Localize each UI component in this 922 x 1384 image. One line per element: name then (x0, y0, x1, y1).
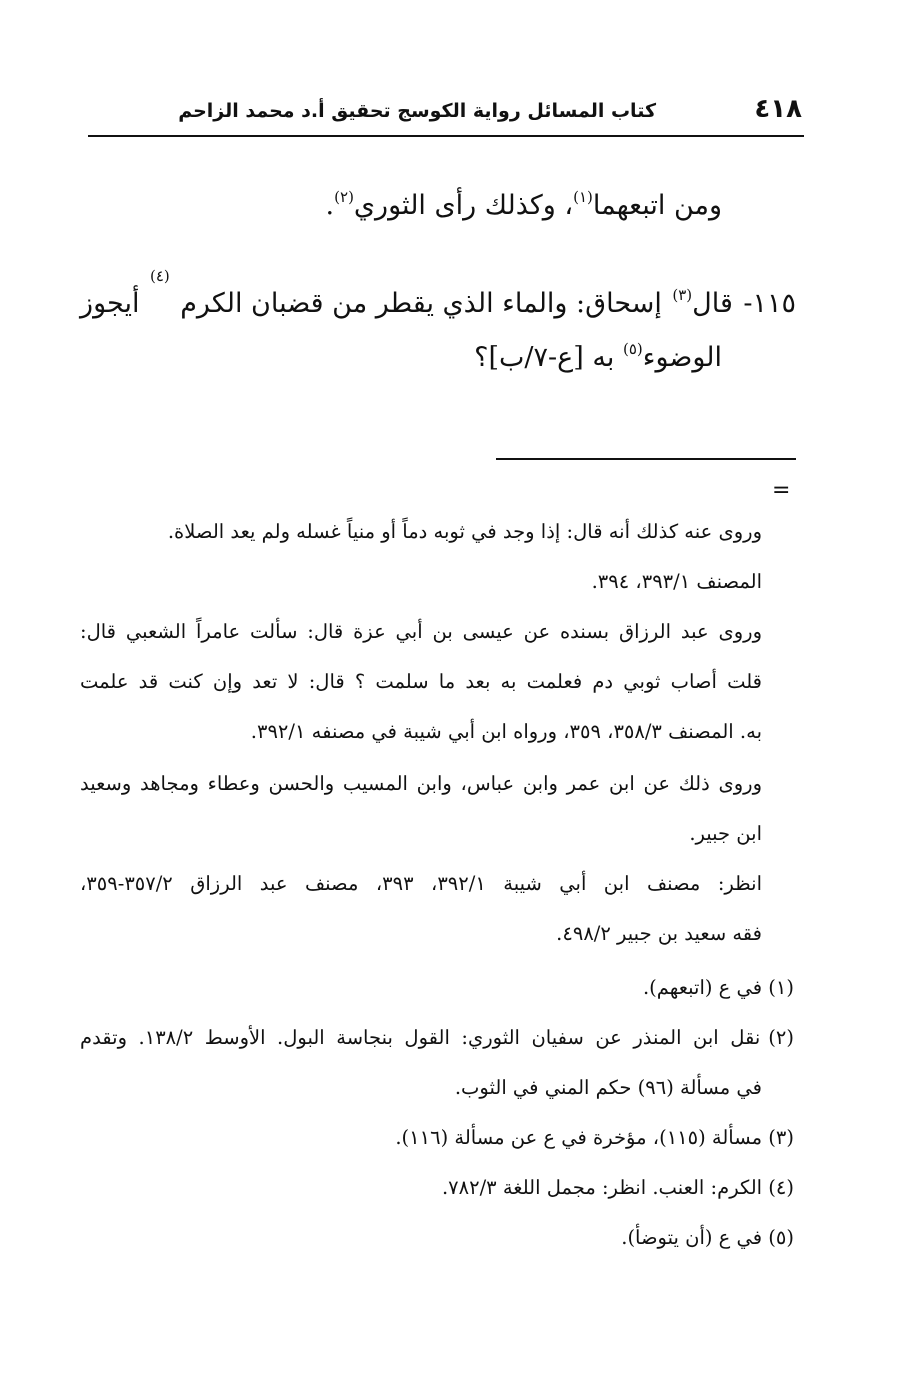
footnote-1 (643, 976, 794, 999)
footnote-line (80, 620, 762, 643)
footnote-text: نقل ابن المنذر عن سفيان الثوري: القول بنجاسة البول. الأوسط ١٣٨/٢. وتقدم (80, 1026, 761, 1049)
footnote-line: المصنف ٣٩٣/١، ٣٩٤. (591, 570, 762, 593)
footnote-number: (٢) (768, 1026, 794, 1049)
footnote-text: في ع (أن يتوضأ). (621, 1226, 763, 1249)
footnote-line: فقه سعيد بن جبير ٤٩٨/٢. (556, 922, 762, 945)
main-text-segment: به [ع-٧/ب]؟ (474, 342, 615, 373)
footnote-ref-5: (٥) (622, 340, 643, 358)
footnote-line (80, 872, 762, 895)
main-text-segment: إسحاق: والماء الذي يقطر من قضبان الكرم (180, 288, 662, 319)
footnote-line (80, 772, 762, 795)
footnote-text: وروى ذلك عن ابن عمر وابن عباس، وابن المسيب والحسن وعطاء ومجاهد وسعيد (80, 772, 762, 795)
footnote-number: (٣) (768, 1126, 794, 1149)
footnote-line: ابن جبير. (689, 822, 762, 845)
footnote-line: في مسألة (٩٦) حكم المني في الثوب. (454, 1076, 762, 1099)
footnote-5 (621, 1226, 794, 1249)
page-number: ٤١٨ (754, 94, 802, 124)
footnote-line (80, 520, 762, 543)
running-title: كتاب المسائل رواية الكوسج تحقيق أ.د محمد الزاحم (178, 100, 656, 122)
main-text-line-3 (474, 330, 722, 386)
main-text-line-1 (326, 178, 722, 234)
footnote-3 (395, 1126, 794, 1149)
footnote-text: مسألة (١١٥)، مؤخرة في ع عن مسألة (١١٦). (395, 1126, 763, 1149)
main-text-line-2 (80, 267, 796, 332)
main-text-segment: . (325, 190, 335, 221)
page-header (88, 92, 802, 132)
entry-number: ١١٥- (743, 288, 796, 319)
footnote-number: (٤) (768, 1176, 794, 1199)
main-text-segment: ومن اتبعهما (592, 190, 722, 221)
footnote-line: به. المصنف ٣٥٨/٣، ٣٥٩، ورواه ابن أبي شيبة في مصنفه ٣٩٢/١. (250, 720, 762, 743)
footnote-text: في ع (اتبعهم). (642, 976, 763, 999)
footnote-ref-2: (٢) (334, 188, 354, 206)
footnote-4 (442, 1176, 794, 1199)
footnote-ref-3: (٣) (672, 286, 693, 304)
footnote-text: وروى عبد الرزاق بسنده عن عيسى بن أبي عزة قال: سألت عامراً الشعبي قال: (80, 620, 762, 643)
footnote-ref-4: (٤) (149, 267, 170, 285)
main-text-segment: ، وكذلك رأى الثوري (353, 190, 574, 221)
footnote-number: (١) (768, 976, 794, 999)
footnote-text: وروى عنه كذلك أنه قال: إذا وجد في ثوبه دماً أو منياً غسله ولم يعد الصلاة. (167, 520, 762, 543)
footnote-rule (496, 458, 796, 460)
footnote-ref-1: (١) (573, 188, 593, 206)
footnote-2 (80, 1026, 794, 1049)
main-text-segment: الوضوء (642, 342, 722, 373)
footnote-text: قلت أصاب ثوبي دم فعلمت به بعد ما سلمت ؟ قال: لا تعد وإن كنت قد علمت (80, 670, 762, 693)
footnote-line (80, 670, 762, 693)
continued-mark: = (772, 478, 791, 503)
footnote-number: (٥) (768, 1226, 794, 1249)
header-rule (88, 135, 804, 137)
main-text-segment: قال (692, 288, 733, 319)
main-text-segment: أيجوز (80, 288, 140, 319)
footnote-text: الكرم: العنب. انظر: مجمل اللغة ٧٨٢/٣. (441, 1176, 763, 1199)
footnote-text: انظر: مصنف ابن أبي شيبة ٣٩٢/١، ٣٩٣، مصنف عبد الرزاق ٣٥٧/٢-٣٥٩، (80, 872, 762, 895)
